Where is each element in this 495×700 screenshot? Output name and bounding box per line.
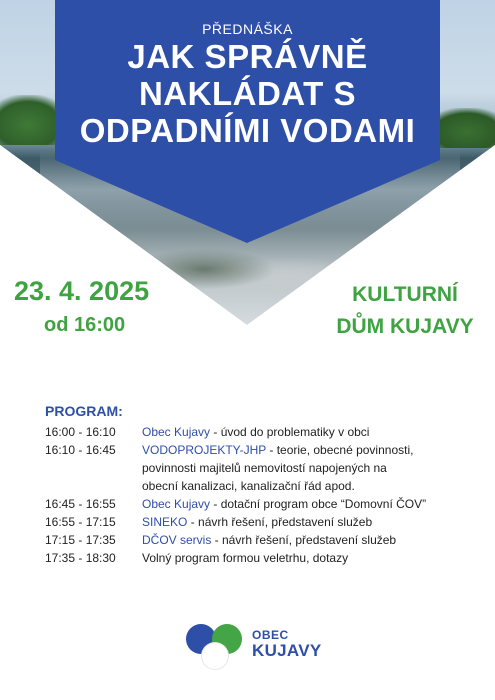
program-text: obecní kanalizaci, kanalizační řád apod. — [142, 479, 355, 493]
program-time: 16:55 - 17:15 — [45, 515, 116, 529]
program-time — [45, 459, 142, 477]
event-date: 23. 4. 2025 — [14, 276, 150, 306]
program-text: - teorie, obecné povinnosti, — [266, 443, 414, 457]
program-row — [45, 441, 475, 459]
obec-kujavy-logo — [186, 622, 336, 672]
place-line-1: KULTURNÍ — [352, 283, 458, 306]
logo-white-circle-icon — [202, 643, 228, 669]
program-text: - návrh řešení, představení služeb — [211, 533, 397, 547]
program-row — [45, 477, 475, 495]
program-description — [142, 531, 475, 549]
program-organizer: DČOV servis — [142, 533, 212, 547]
program-list — [45, 423, 475, 567]
program-description — [142, 477, 475, 495]
program-description — [142, 441, 475, 459]
program-description — [142, 495, 475, 513]
logo-text-obec: OBEC — [252, 628, 289, 642]
program-row — [45, 531, 475, 549]
event-time: od 16:00 — [44, 314, 126, 336]
program-row — [45, 459, 475, 477]
program-description — [142, 423, 475, 441]
program-description — [142, 459, 475, 477]
program-organizer: VODOPROJEKTY-JHP — [142, 443, 267, 457]
place-line-2: DŮM KUJAVY — [336, 315, 474, 338]
program-organizer: Obec Kujavy — [142, 497, 211, 511]
program-time: 16:00 - 16:10 — [45, 425, 116, 439]
program-row — [45, 513, 475, 531]
program-row — [45, 423, 475, 441]
program-text: - úvod do problematiky v obci — [210, 425, 370, 439]
program-organizer: Obec Kujavy — [142, 425, 211, 439]
program-time — [45, 477, 142, 495]
program-row — [45, 549, 475, 567]
program-heading: PROGRAM: — [45, 403, 123, 419]
program-text: povinnosti majitelů nemovitostí napojených na — [142, 461, 387, 475]
program-description — [142, 513, 475, 531]
program-text: - dotační program obce “Domovní ČOV” — [210, 497, 427, 511]
program-description — [142, 549, 475, 567]
program-time: 16:45 - 16:55 — [45, 497, 116, 511]
title-line-1: JAK SPRÁVNĚ — [127, 38, 368, 75]
title-line-3: ODPADNÍMI VODAMI — [79, 112, 416, 149]
program-text: Volný program formou veletrhu, dotazy — [142, 551, 349, 565]
program-time: 17:15 - 17:35 — [45, 533, 116, 547]
program-time: 17:35 - 18:30 — [45, 551, 116, 565]
event-subtitle: PŘEDNÁŠKA — [202, 21, 293, 37]
event-title — [55, 38, 440, 149]
logo-text-kujavy: KUJAVY — [252, 641, 322, 660]
program-row — [45, 495, 475, 513]
event-place — [320, 279, 490, 343]
program-text: - návrh řešení, představení služeb — [187, 515, 373, 529]
title-line-2: NAKLÁDAT S — [138, 75, 357, 112]
program-organizer: SINEKO — [142, 515, 188, 529]
program-time: 16:10 - 16:45 — [45, 443, 116, 457]
